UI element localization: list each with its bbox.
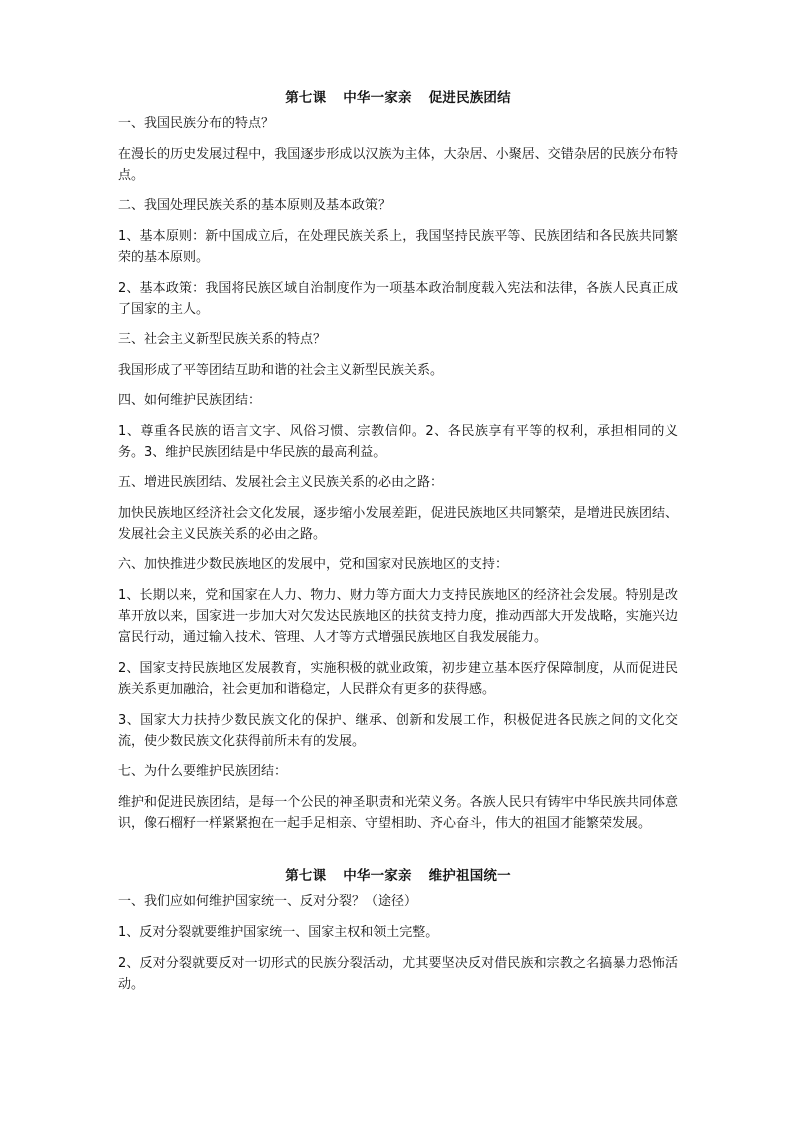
section-heading: 一、我们应如何维护国家统一、反对分裂？（途径） bbox=[118, 894, 418, 909]
lesson1-title-part-2: 中华一家亲 bbox=[343, 90, 412, 106]
section-heading: 七、为什么要维护民族团结： bbox=[118, 764, 288, 779]
lesson2-title bbox=[118, 866, 678, 886]
section-paragraph: 2、反对分裂就要反对一切形式的民族分裂活动，尤其要坚决反对借民族和宗教之名搞暴力恐怖活动。 bbox=[118, 956, 678, 992]
section-paragraph: 在漫长的历史发展过程中，我国逐步形成以汉族为主体，大杂居、小聚居、交错杂居的民族分布特点。 bbox=[118, 147, 678, 183]
lesson2-title-part-3: 维护祖国统一 bbox=[428, 868, 511, 884]
section-heading: 三、社会主义新型民族关系的特点？ bbox=[118, 332, 327, 347]
section-paragraph: 我国形成了平等团结互助和谐的社会主义新型民族关系。 bbox=[118, 363, 444, 378]
section-paragraph: 1、长期以来，党和国家在人力、物力、财力等方面大力支持民族地区的经济社会发展。特别是改革开放以来，国家进一步加大对欠发达民族地区的扶贫支持力度，推动西部大开发战略，实施兴边富民行动，通过输入技术、管理、人才等方式增强民族地区自我发展能力。 bbox=[118, 588, 678, 645]
section-paragraph: 2、国家支持民族地区发展教育，实施积极的就业政策，初步建立基本医疗保障制度，从而促进民族关系更加融洽，社会更加和谐稳定，人民群众有更多的获得感。 bbox=[118, 661, 678, 697]
section-paragraph: 1、尊重各民族的语言文字、风俗习惯、宗教信仰。2、各民族享有平等的权利，承担相同的义务。3、维护民族团结是中华民族的最高利益。 bbox=[118, 424, 678, 460]
lesson1-title-part-1: 第七课 bbox=[285, 90, 327, 106]
section-heading: 四、如何维护民族团结： bbox=[118, 393, 262, 408]
section-paragraph: 加快民族地区经济社会文化发展，逐步缩小发展差距，促进民族地区共同繁荣，是增进民族团结、发展社会主义民族关系的必由之路。 bbox=[118, 506, 678, 542]
section-paragraph: 1、反对分裂就要维护国家统一、国家主权和领土完整。 bbox=[118, 925, 439, 940]
section-paragraph: 维护和促进民族团结，是每一个公民的神圣职责和光荣义务。各族人民只有铸牢中华民族共同体意识，像石榴籽一样紧紧抱在一起手足相亲、守望相助、齐心奋斗，伟大的祖国才能繁荣发展。 bbox=[118, 795, 678, 831]
section-heading: 六、加快推进少数民族地区的发展中，党和国家对民族地区的支持： bbox=[118, 557, 509, 572]
section-paragraph: 2、基本政策：我国将民族区域自治制度作为一项基本政治制度载入宪法和法律，各族人民真正成了国家的主人。 bbox=[118, 281, 678, 317]
lesson2-title-part-2: 中华一家亲 bbox=[343, 868, 412, 884]
section-heading: 五、增进民族团结、发展社会主义民族关系的必由之路： bbox=[118, 475, 444, 490]
section-heading: 一、我国民族分布的特点？ bbox=[118, 116, 275, 131]
section-heading: 二、我国处理民族关系的基本原则及基本政策？ bbox=[118, 198, 392, 213]
lesson1-title bbox=[118, 88, 678, 108]
lesson1-title-part-3: 促进民族团结 bbox=[428, 90, 511, 106]
lesson2-title-part-1: 第七课 bbox=[285, 868, 327, 884]
document-page bbox=[118, 88, 678, 1005]
section-paragraph: 1、基本原则：新中国成立后，在处理民族关系上，我国坚持民族平等、民族团结和各民族共同繁荣的基本原则。 bbox=[118, 229, 678, 265]
section-paragraph: 3、国家大力扶持少数民族文化的保护、继承、创新和发展工作，积极促进各民族之间的文化交流，使少数民族文化获得前所未有的发展。 bbox=[118, 713, 678, 749]
